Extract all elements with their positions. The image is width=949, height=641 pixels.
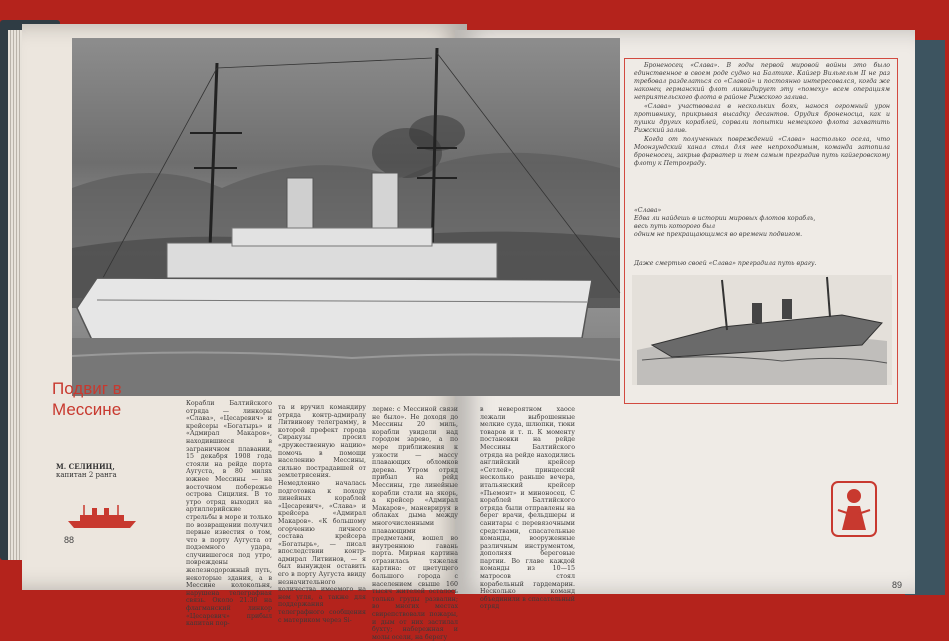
sidebar-text: Броненосец «Слава». В годы первой мировой войны это было единственное в своем роде судно на Балтике. Кайзер Вильгельм II не раз требовал разделаться со «Славой» и постоянно интересовался, когда же наконец германский флот ликвидирует эту «помеху» всем операциям неприятельского флота в районе Рижского залива. «Слава» участвовала в нескольких боях, нанося огромный урон противнику, прикрывая высадку десантов. Орудия броненосца, как и пушки других кораблей, сорвали попытки немецкого флота захватить Рижский залив. Когда от полученных повреждений «Слава» настолько осела, что Моонзундский канал стал для нее непроходимым, команда затопила броненосец, закрыв фарватер и тем самым преградив путь кайзеровскому флоту к Петрограду. <box>634 62 890 167</box>
author-name: М. СЕЛИНИЦ, <box>56 462 115 471</box>
article-title: Подвиг в Мессине <box>52 379 122 419</box>
text-column-4: в невероятном хаосе лежали выброшенные мелкие суда, шлюпки, тюки товаров и т. п. К моменту постановки на рейде Мессины Балтийского отряда на рейде находились английский крейсер «Сетлей», принцессий несколько раньше вечера, итальянский крейсер «Пьемонт» и миноносец. С кораблей Балтийского отряда были отправлены на берег врачи, фельдшеры и санитары с перевязочными средствами, спасательные команды, вооруженные различным инструментом, дополняя береговые партии. Во главе каждой команды из 10—15 матросов стоял корабельный гардемарин. Несколько команд объединили в спасательный отряд <box>480 406 575 611</box>
sidebar-poem: «Слава» Едва ли найдешь в истории мировых флотов корабль, весь путь которого был одним не прекращающимся во времени подвигом. <box>634 207 816 238</box>
text-column-1: Корабли Балтийского отряда — линкоры «Слава», «Цесаревич» и крейсеры «Богатырь» и «Адмирал Макаров», находившиеся в заграничном плавании, 15 декабря 1908 года стояли на рейде порта Аугуста, в 80 милях южнее Мессины — на восточном побережье острова Сицилия. В то утро отряд выходил на артиллерийские стрельбы в море и только по возвращении получил первые известия о том, что в порту Аугуста от подземного удара, случившегося под утро, повреждены железнодорожный путь, некоторые здания, а в Мессине колокольня, нарушена телеграфная связь. Около 21.30 на флагманский линкор «Цесаревич» прибыл капитан пор- <box>186 400 272 628</box>
text-column-2: та и вручил командиру отряда контр-адмиралу Литвинову телеграмму, в которой префект города Сиракузы просил «дружественную нацию» помочь в помощи населению Мессины, сильно пострадавшей от землетрясения. Немедленно началась подготовка к походу линейных кораблей «Цесаревич», «Слава» и крейсера «Адмирал Макаров». «К большому огорчению личного состава крейсера «Богатырь», — писал впоследствии контр-адмирал Литвинов, — я был вынужден оставить его в порту Аугуста ввиду незначительного количества имеемого на нем угля, а также для поддержания телеграфного сообщения с материком через Si- <box>278 404 366 624</box>
author-credit <box>56 462 176 480</box>
sinking-ship-illustration <box>632 275 892 385</box>
text-column-3: лерме: с Мессиной связи не было». Не доходя до Мессины 20 миль, корабли увидели над городом зарево, а по мере приближения к узкости — массу плавающих обломков дерева. Утром отряд прибыл на рейд Мессины, где линейные корабли стали на якорь, а крейсер «Адмирал Макаров», маневрируя в облаках дыма между многочисленными плавающими предметами, вошел во внутреннюю гавань порта. Мирная картина отразилась тяжелая картина: от цветущего большого города с населением свыше 160 тысяч жителей осталось только груды развалин; во многих местах свирепствовали пожары, и дым от них застилал бухту; набережная и молы осели, на берегу <box>372 406 458 641</box>
page-number-right: 89 <box>892 580 903 590</box>
author-rank: капитан 2 ранга <box>56 471 117 479</box>
photo-caption: Даже смертью своей «Слава» преградила путь врагу. <box>634 260 817 267</box>
red-ship-emblem-icon <box>66 505 138 529</box>
battleship-photo <box>72 38 620 396</box>
page-number-left: 88 <box>64 535 75 545</box>
sailor-emblem-icon <box>830 480 878 538</box>
